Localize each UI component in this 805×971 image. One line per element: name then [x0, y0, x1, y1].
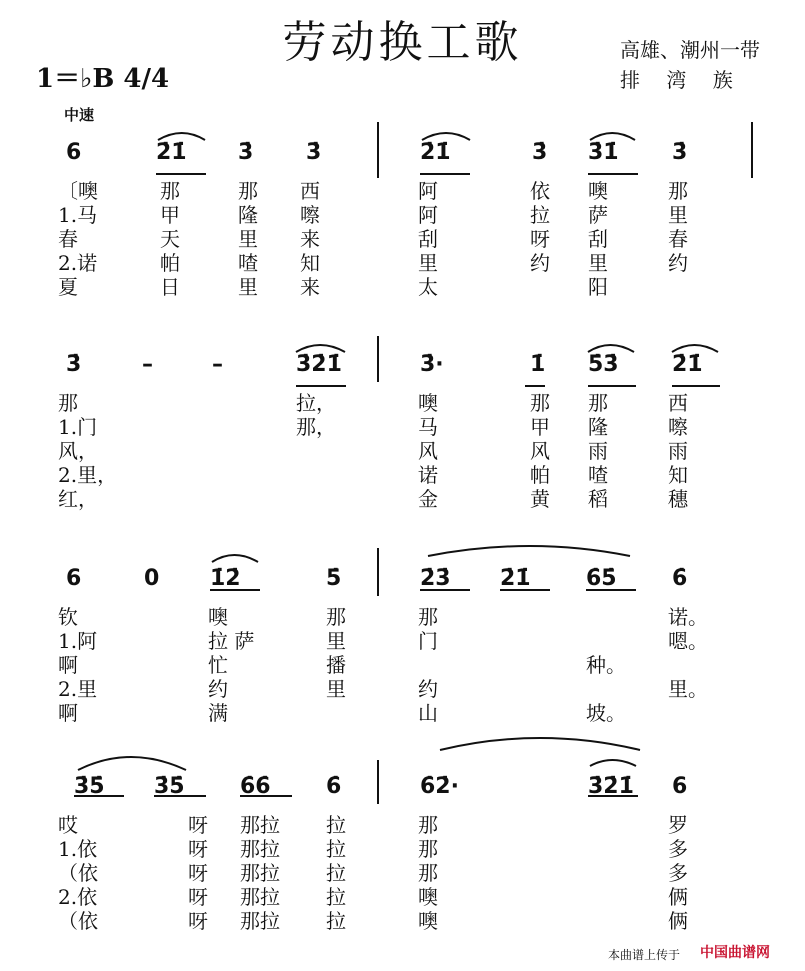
lyric-s3-r4-2: 约 [208, 677, 228, 701]
lyric-s2-r5-5: 黄 [530, 487, 550, 511]
lyric-s1-r3-2: 天 [160, 227, 180, 251]
lyric-s1-r4-1: 2.诺 [58, 251, 98, 275]
note-s3-7: 2̇1̇ [500, 566, 531, 591]
site-logo: 中国曲谱网 [700, 945, 770, 961]
lyric-s2-r1-1: 那 [58, 391, 78, 415]
lyric-s4-r3-3: 那拉 [240, 861, 280, 885]
lyric-s1-r2-4: 嚓 [300, 203, 320, 227]
tempo-marking: 中速 [64, 106, 95, 124]
lyric-s3-r2-5: 嗯。 [668, 629, 708, 653]
lyric-s1-r5-4: 来 [300, 275, 320, 299]
lyric-s4-r5-1: （依 [58, 909, 98, 933]
lyric-s4-r3-4: 拉 [326, 861, 346, 885]
lyric-s1-r2-3: 隆 [238, 203, 258, 227]
note-s4-1: 3̇5̇ [74, 774, 105, 799]
lyric-s4-r3-5: 那 [418, 861, 438, 885]
lyric-s1-r5-2: 日 [160, 275, 180, 299]
note-s2-8: 5̇3̇ [588, 352, 619, 377]
note-s4-3: 6̇6̇ [240, 774, 271, 799]
lyric-s1-r3-5: 刮 [418, 227, 438, 251]
lyric-s2-r2-7: 嚓 [668, 415, 688, 439]
lyric-s1-r3-8: 春 [668, 227, 688, 251]
lyric-s1-r3-1: 春 [58, 227, 78, 251]
lyric-s4-r1-2: 呀 [188, 813, 208, 837]
note-s3-4: 5̇ [326, 566, 342, 591]
lyric-s2-r5-1: 红， [58, 487, 98, 511]
lyric-s1-r3-4: 来 [300, 227, 320, 251]
note-s3-2: 0 [144, 566, 160, 591]
lyric-s1-r5-3: 里 [238, 275, 258, 299]
note-s1-1: 6 [66, 140, 82, 165]
lyric-s3-r3-3: 播 [326, 653, 346, 677]
lyric-s3-r5-5: 坡。 [586, 701, 626, 725]
lyric-s3-r1-3: 那 [326, 605, 346, 629]
lyric-s1-r2-2: 甲 [160, 203, 180, 227]
lyric-s3-r2-4: 门 [418, 629, 438, 653]
lyric-s3-r4-5: 里。 [668, 677, 708, 701]
lyric-s3-r5-4: 山 [418, 701, 438, 725]
note-s4-4: 6̇ [326, 774, 342, 799]
lyric-s4-r2-3: 那拉 [240, 837, 280, 861]
lyric-s1-r5-7: 阳 [588, 275, 608, 299]
lyric-s4-r5-5: 噢 [418, 909, 438, 933]
lyric-s3-r5-2: 满 [208, 701, 228, 725]
lyric-s1-r3-6: 呀 [530, 227, 550, 251]
lyric-s4-r4-3: 那拉 [240, 885, 280, 909]
lyric-s4-r3-1: （依 [58, 861, 98, 885]
lyric-s4-r1-6: 罗 [668, 813, 688, 837]
note-s2-3: – [212, 352, 223, 377]
lyric-s3-r4-3: 里 [326, 677, 346, 701]
lyric-s1-r1-4: 西 [300, 179, 320, 203]
note-s2-7: 1̇ [530, 352, 546, 377]
lyric-s4-r5-2: 呀 [188, 909, 208, 933]
note-s2-1: 3̇ [66, 352, 82, 377]
lyric-s4-r4-2: 呀 [188, 885, 208, 909]
lyric-s2-r2-6: 隆 [588, 415, 608, 439]
note-s4-7: 3̇2̇1̇ [588, 774, 634, 799]
lyric-s2-r5-4: 金 [418, 487, 438, 511]
lyric-s2-r3-6: 雨 [588, 439, 608, 463]
note-s4-2: 3̇5̇ [154, 774, 185, 799]
lyric-s4-r2-2: 呀 [188, 837, 208, 861]
note-s2-4: 3̇2̇1̇ [296, 352, 342, 377]
lyric-s2-r1-5: 那 [530, 391, 550, 415]
lyric-s3-r4-4: 约 [418, 677, 438, 701]
lyric-s1-r2-5: 阿 [418, 203, 438, 227]
lyric-s2-r4-6: 喳 [588, 463, 608, 487]
lyric-s1-r4-5: 里 [418, 251, 438, 275]
lyric-s2-r3-4: 风 [418, 439, 438, 463]
lyric-s4-r3-2: 呀 [188, 861, 208, 885]
lyric-s1-r3-3: 里 [238, 227, 258, 251]
lyric-s4-r1-4: 拉 [326, 813, 346, 837]
lyric-s4-r2-5: 那 [418, 837, 438, 861]
note-s1-4: 3̇ [306, 140, 322, 165]
lyric-s4-r2-1: 1.依 [58, 837, 98, 861]
lyric-s1-r4-7: 里 [588, 251, 608, 275]
lyric-s2-r1-6: 那 [588, 391, 608, 415]
lyric-s3-r2-1: 1.阿 [58, 629, 98, 653]
note-s1-6: 2̇1̇ [420, 140, 451, 165]
note-s1-3: 3̇ [238, 140, 254, 165]
note-s3-8: 6̇5̇ [586, 566, 617, 591]
lyric-s3-r1-4: 那 [418, 605, 438, 629]
lyric-s1-r1-5: 阿 [418, 179, 438, 203]
key-signature: 1＝♭B 4/4 [36, 64, 170, 94]
lyric-s2-r2-1: 1.门 [58, 415, 98, 439]
lyric-s1-r4-8: 约 [668, 251, 688, 275]
lyric-s1-r4-4: 知 [300, 251, 320, 275]
lyric-s3-r3-1: 啊 [58, 653, 78, 677]
lyric-s2-r4-4: 诺 [418, 463, 438, 487]
note-s1-9: 3̇ [672, 140, 688, 165]
lyric-s1-r1-1: 〔噢 [58, 179, 98, 203]
lyric-s1-r5-1: 夏 [58, 275, 78, 299]
lyric-s1-r1-3: 那 [238, 179, 258, 203]
lyric-s1-r2-8: 里 [668, 203, 688, 227]
lyric-s2-r2-3: 那， [296, 415, 336, 439]
note-s3-1: 6 [66, 566, 82, 591]
song-title: 劳动换工歌 [282, 17, 523, 68]
lyric-s3-r4-1: 2.里 [58, 677, 98, 701]
lyric-s4-r2-6: 多 [668, 837, 688, 861]
note-s3-9: 6̇ [672, 566, 688, 591]
lyric-s3-r1-1: 钦 [58, 605, 78, 629]
lyric-s1-r1-2: 那 [160, 179, 180, 203]
lyric-s2-r3-1: 风， [58, 439, 98, 463]
note-s3-6: 2̇3̇ [420, 566, 451, 591]
lyric-s2-r1-4: 噢 [418, 391, 438, 415]
note-s2-9: 2̇1̇ [672, 352, 703, 377]
note-s1-7: 3̇ [532, 140, 548, 165]
lyric-s2-r1-3: 拉， [296, 391, 336, 415]
lyric-s1-r4-2: 帕 [160, 251, 180, 275]
lyric-s1-r1-6: 依 [530, 179, 550, 203]
lyric-s2-r2-4: 马 [418, 415, 438, 439]
lyric-s3-r3-2: 忙 [208, 653, 228, 677]
lyric-s3-r5-1: 啊 [58, 701, 78, 725]
lyric-s1-r2-1: 1.马 [58, 203, 98, 227]
lyric-s4-r4-5: 噢 [418, 885, 438, 909]
lyric-s4-r1-1: 哎 [58, 813, 78, 837]
note-s2-2: – [142, 352, 153, 377]
lyric-s2-r4-1: 2.里， [58, 463, 118, 487]
footer-uploaded-label: 本曲谱上传于 [608, 948, 681, 962]
lyric-s1-r2-7: 萨 [588, 203, 608, 227]
lyric-s2-r1-7: 西 [668, 391, 688, 415]
lyric-s3-r1-2: 噢 [208, 605, 228, 629]
lyric-s3-r1-5: 诺。 [668, 605, 708, 629]
lyric-s1-r1-8: 那 [668, 179, 688, 203]
lyric-s2-r3-7: 雨 [668, 439, 688, 463]
lyric-s1-r4-3: 喳 [238, 251, 258, 275]
lyric-s4-r4-6: 俩 [668, 885, 688, 909]
note-s2-6: 3̇· [420, 352, 444, 377]
lyric-s3-r2-2: 拉 萨 [208, 629, 255, 653]
note-s3-3: 1̇2̇ [210, 566, 241, 591]
lyric-s4-r5-6: 俩 [668, 909, 688, 933]
lyric-s4-r5-4: 拉 [326, 909, 346, 933]
lyric-s2-r4-7: 知 [668, 463, 688, 487]
lyric-s4-r1-3: 那拉 [240, 813, 280, 837]
credit-region: 高雄、潮州一带 [620, 38, 760, 62]
lyric-s3-r3-4: 种。 [586, 653, 626, 677]
lyric-s4-r1-5: 那 [418, 813, 438, 837]
lyric-s4-r4-4: 拉 [326, 885, 346, 909]
credit-ethnicity: 排 湾 族 [620, 68, 743, 92]
note-s4-6: 6̇2̇· [420, 774, 459, 799]
lyric-s2-r3-5: 风 [530, 439, 550, 463]
lyric-s4-r3-6: 多 [668, 861, 688, 885]
lyric-s4-r2-4: 拉 [326, 837, 346, 861]
note-s4-8: 6 [672, 774, 688, 799]
lyric-s2-r2-5: 甲 [530, 415, 550, 439]
lyric-s1-r1-7: 噢 [588, 179, 608, 203]
lyric-s1-r3-7: 刮 [588, 227, 608, 251]
lyric-s2-r4-5: 帕 [530, 463, 550, 487]
note-s1-8: 3̇1̇ [588, 140, 619, 165]
lyric-s1-r5-5: 太 [418, 275, 438, 299]
note-s1-2: 2̇1̇ [156, 140, 187, 165]
lyric-s4-r5-3: 那拉 [240, 909, 280, 933]
lyric-s2-r5-6: 稻 [588, 487, 608, 511]
lyric-s2-r5-7: 穗 [668, 487, 688, 511]
lyric-s4-r4-1: 2.依 [58, 885, 98, 909]
lyric-s3-r2-3: 里 [326, 629, 346, 653]
lyric-s1-r4-6: 约 [530, 251, 550, 275]
lyric-s1-r2-6: 拉 [530, 203, 550, 227]
